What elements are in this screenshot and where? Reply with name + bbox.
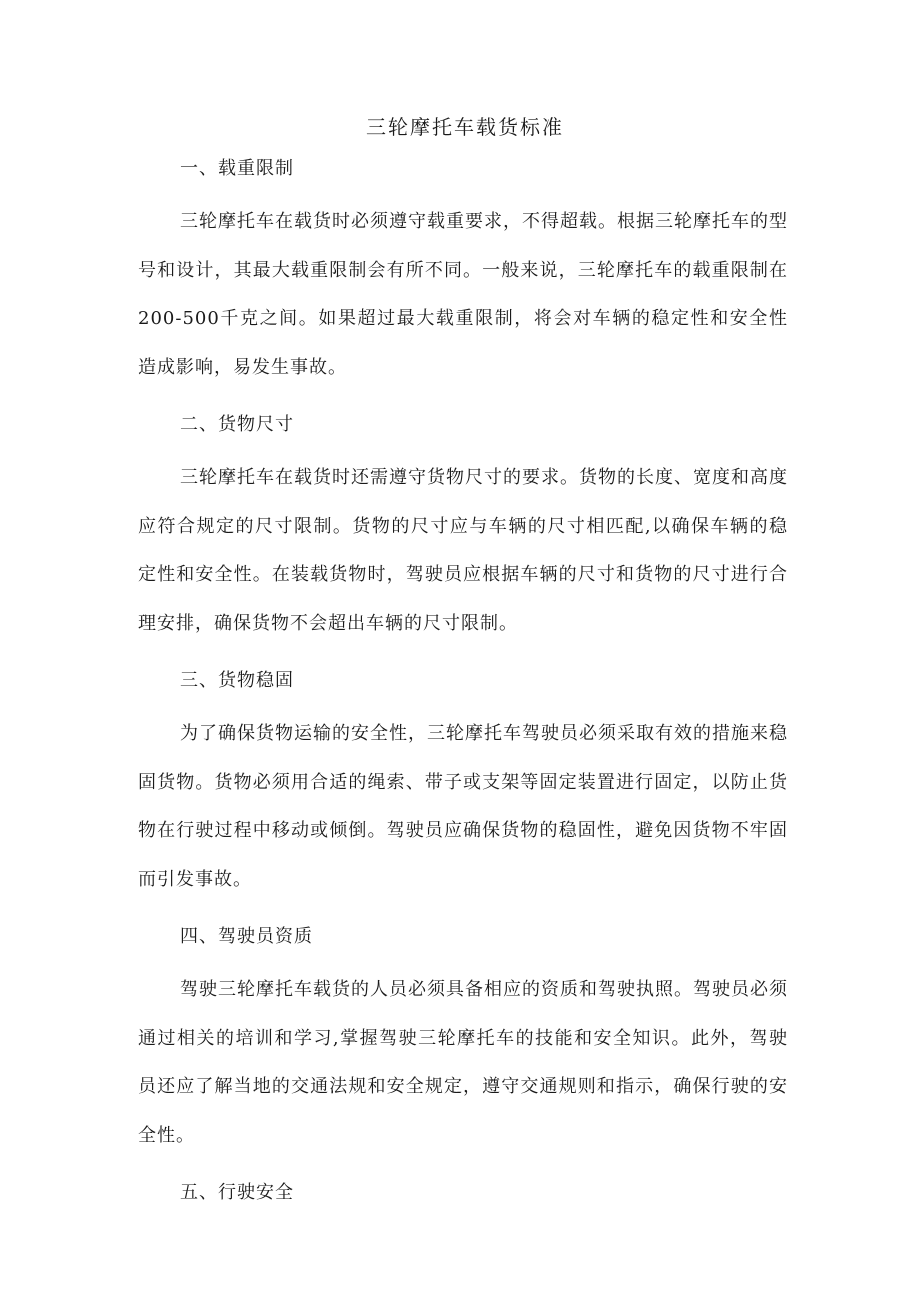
spacer — [138, 904, 788, 922]
section-heading-cargo-securing: 三、货物稳固 — [180, 670, 294, 691]
spacer — [138, 440, 788, 454]
spacer — [138, 184, 788, 198]
section-paragraph-cargo-securing: 为了确保货物运输的安全性，三轮摩托车驾驶员必须采取有效的措施来稳固货物。货物必须用合适的绳索、带子或支架等固定装置进行固定，以防止货物在行驶过程中移动或倾倒。驾驶员应确保货物的稳固性，避免因货物不牢固而引发事故。 — [138, 723, 788, 890]
spacer — [138, 142, 788, 154]
document-title: 三轮摩托车载货标准 — [366, 115, 564, 139]
section-paragraph-driver-qualification: 驾驶三轮摩托车载货的人员必须具备相应的资质和驾驶执照。驾驶员必须通过相关的培训和学习,掌握驾驶三轮摩托车的技能和安全知识。此外，驾驶员还应了解当地的交通法规和安全规定，遵守交通规则和指示，确保行驶的安全性。 — [138, 979, 788, 1146]
section-paragraph-cargo-size: 三轮摩托车在载货时还需遵守货物尺寸的要求。货物的长度、宽度和高度应符合规定的尺寸限制。货物的尺寸应与车辆的尺寸相匹配,以确保车辆的稳定性和安全性。在装载货物时，驾驶员应根据车辆的尺寸和货物的尺寸进行合理安排，确保货物不会超出车辆的尺寸限制。 — [138, 467, 788, 634]
spacer — [138, 696, 788, 710]
section-heading-driver-qualification: 四、驾驶员资质 — [180, 926, 313, 947]
section-heading-driving-safety: 五、行驶安全 — [180, 1182, 294, 1203]
spacer — [138, 952, 788, 966]
spacer — [138, 1160, 788, 1178]
spacer — [138, 648, 788, 666]
section-paragraph-load-limit: 三轮摩托车在载货时必须遵守载重要求，不得超载。根据三轮摩托车的型号和设计，其最大载重限制会有所不同。一般来说，三轮摩托车的载重限制在200-500千克之间。如果超过最大载重限制，将会对车辆的稳定性和安全性造成影响，易发生事故。 — [138, 211, 788, 378]
spacer — [138, 392, 788, 410]
section-heading-load-limit: 一、载重限制 — [180, 158, 294, 179]
section-heading-cargo-size: 二、货物尺寸 — [180, 414, 294, 435]
